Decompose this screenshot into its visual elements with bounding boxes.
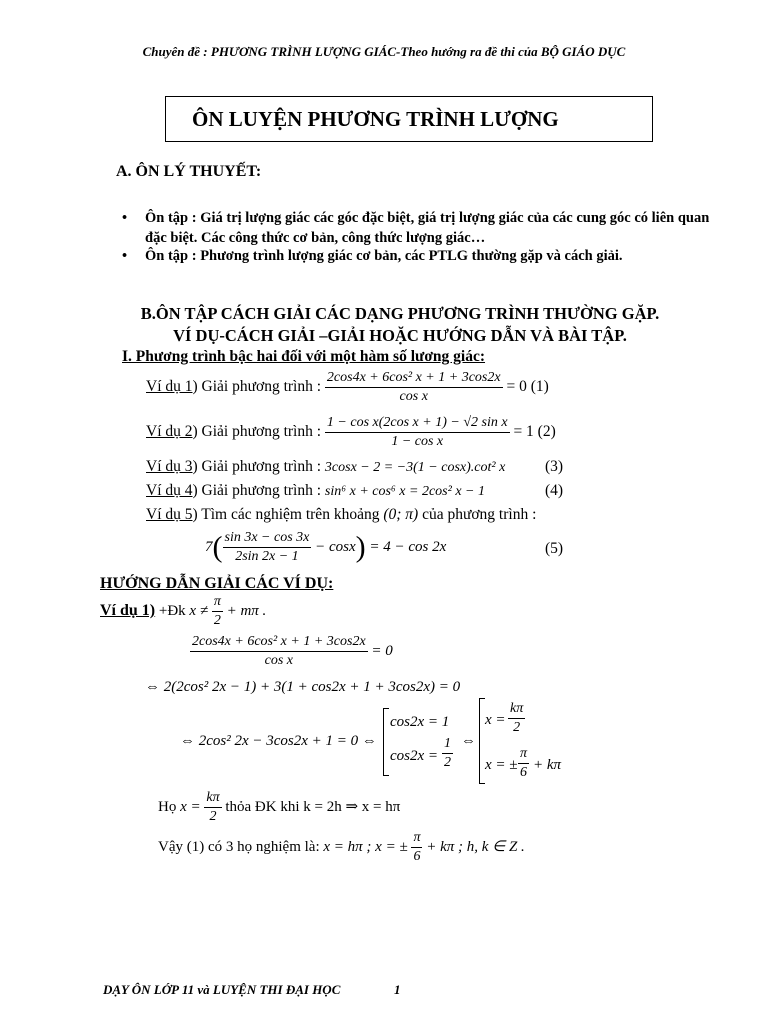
example-label: Ví dụ 4 <box>146 482 193 499</box>
dk-rhs: + mπ . <box>226 602 267 619</box>
example-fraction <box>325 415 510 450</box>
system1-b-fraction <box>442 736 453 771</box>
fraction-denominator: 2 <box>513 720 521 735</box>
fraction-numerator: sin 3x − cos 3x <box>223 530 312 548</box>
example-1 <box>146 370 549 405</box>
bullet-item <box>122 246 712 268</box>
fraction-denominator: 2 <box>444 755 451 770</box>
system-arrow: ⇔ <box>461 733 476 749</box>
fraction-numerator: π <box>212 594 223 612</box>
solution-dk <box>100 594 266 629</box>
section-b-heading <box>0 303 768 347</box>
bullet-icon: • <box>122 248 128 264</box>
example-3 <box>146 458 505 476</box>
example-rhs: = 1 (2) <box>513 423 556 441</box>
ex5-fraction <box>223 530 312 565</box>
vay-fraction <box>411 830 422 865</box>
example-label: Ví dụ 1 <box>146 378 193 396</box>
equation-number: (4) <box>545 482 564 499</box>
section-b-line1: B.ÔN TẬP CÁCH GIẢI CÁC DẠNG PHƯƠNG TRÌNH THƯỜNG GẶP. <box>140 304 660 323</box>
example-text: ) Tìm các nghiệm trên khoảng <box>192 506 380 523</box>
solution-label: Ví dụ 1) <box>100 601 156 619</box>
ex5-lead: 7 <box>205 538 213 555</box>
system2-b-lhs: x = ± <box>485 757 518 773</box>
fraction-numerator: π <box>411 830 422 848</box>
system1-b-lhs: cos2x = <box>390 748 439 764</box>
vay-text: Vậy (1) có 3 họ nghiệm là: <box>158 838 320 855</box>
example-text: ) Giải phương trình : <box>192 458 322 475</box>
example-text: ) Giải phương trình : <box>192 423 322 441</box>
section-b-line2: VÍ DỤ-CÁCH GIẢI –GIẢI HOẶC HƯỚNG DẪN VÀ BÀI TẬP. <box>173 326 627 345</box>
ho-fraction <box>204 790 221 825</box>
example-interval: (0; π) <box>383 506 419 523</box>
fraction-numerator: 2cos4x + 6cos² x + 1 + 3cos2x <box>190 634 368 652</box>
dk-fraction <box>212 594 223 629</box>
solution-ho <box>158 790 400 825</box>
guide-heading: HƯỚNG DẪN GIẢI CÁC VÍ DỤ: <box>100 575 334 592</box>
title-box <box>165 96 653 142</box>
fraction-numerator: kπ <box>508 701 525 719</box>
ho-text: Họ <box>158 798 177 815</box>
bullet-item <box>122 208 712 248</box>
example-label: Ví dụ 3 <box>146 458 193 475</box>
example-2 <box>146 415 556 450</box>
section-a-heading: A. ÔN LÝ THUYẾT: <box>116 163 262 180</box>
example-4 <box>146 482 485 500</box>
bracket-icon <box>383 708 389 776</box>
example-5 <box>146 506 536 524</box>
system2-a-fraction <box>508 701 525 736</box>
ho-lhs: x = <box>180 798 201 815</box>
example-text: ) Giải phương trình : <box>192 378 322 396</box>
bullet-text: Ôn tập : Phương trình lượng giác cơ bản, các PTLG thường gặp và cách giải. <box>145 248 623 264</box>
equation-number: (3) <box>545 458 564 475</box>
page-number: 1 <box>394 982 401 997</box>
system1-a: cos2x = 1 <box>390 714 450 730</box>
solution-line-2: ⇔ 2(2cos² 2x − 1) + 3(1 + cos2x + 1 + 3cos2x) = 0 <box>145 679 461 695</box>
page-footer: DẠY ÔN LỚP 11 và LUYỆN THI ĐẠI HỌC <box>103 982 341 997</box>
ex5-rhs: = 4 − cos 2x <box>369 538 447 555</box>
fraction-denominator: 2 <box>213 613 221 628</box>
dk-text: +Đk <box>158 602 186 619</box>
vay-eq2: + kπ ; h, k ∈ Z . <box>426 838 525 855</box>
fraction-numerator: kπ <box>204 790 221 808</box>
fraction-denominator: 6 <box>520 765 527 780</box>
page-title: ÔN LUYỆN PHƯƠNG TRÌNH LƯỢNG <box>192 107 559 131</box>
fraction-denominator: cos x <box>264 653 294 668</box>
example-fraction <box>325 370 503 405</box>
dk-lhs: x ≠ <box>189 602 209 619</box>
fraction-numerator: 2cos4x + 6cos² x + 1 + 3cos2x <box>325 370 503 388</box>
example-rhs: = 0 (1) <box>506 378 549 396</box>
page-header: Chuyên đề : PHƯƠNG TRÌNH LƯỢNG GIÁC-Theo hướng ra đề thi của BỘ GIÁO DỤC <box>142 44 626 59</box>
ex5-mid: − cosx <box>315 538 356 555</box>
ho-rest: thỏa ĐK khi k = 2h ⇒ x = hπ <box>225 798 401 815</box>
bullet-text: Ôn tập : Giá trị lượng giác các góc đặc biệt, giá trị lượng giác của các cung góc có liên quan đặc biệt. Các công thức cơ bản, công thức lượng giác… <box>145 210 710 246</box>
example-equation: 3cosx − 2 = −3(1 − cosx).cot² x <box>324 460 506 475</box>
line1-fraction <box>190 634 368 669</box>
solution-line-1 <box>190 634 393 669</box>
system2-b-rhs: + kπ <box>533 757 562 773</box>
fraction-denominator: 6 <box>413 849 421 864</box>
fraction-numerator: 1 <box>442 736 453 754</box>
fraction-denominator: cos x <box>399 389 428 404</box>
bullet-icon: • <box>122 210 128 226</box>
example-tail: của phương trình : <box>422 506 537 523</box>
line3-lhs: ⇔ 2cos² 2x − 3cos2x + 1 = 0 ⇔ <box>180 733 377 749</box>
fraction-denominator: 1 − cos x <box>391 434 444 449</box>
section-i-heading: I. Phương trình bậc hai đối với một hàm số lương giác: <box>122 348 486 365</box>
example-label: Ví dụ 5 <box>146 506 193 523</box>
system2-b-fraction <box>518 746 529 781</box>
fraction-numerator: π <box>518 746 529 764</box>
example-5-equation: 7( $\frac{\sin 3x - \cos 3x}{2\sin 2x - 1}$ − cosx) = 4 − cos 2x <box>205 530 447 564</box>
fraction-denominator: 2 <box>209 809 217 824</box>
fraction-denominator: 2sin 2x − 1 <box>235 549 299 564</box>
vay-eq1: x = hπ ; x = ± <box>323 838 408 855</box>
line1-rhs: = 0 <box>371 642 393 659</box>
equation-number: (5) <box>545 540 564 557</box>
example-label: Ví dụ 2 <box>146 423 193 441</box>
example-equation: sin⁶ x + cos⁶ x = 2cos² x − 1 <box>324 484 485 499</box>
fraction-numerator: 1 − cos x(2cos x + 1) − √2 sin x <box>325 415 510 433</box>
system2-a-lhs: x = <box>485 712 506 728</box>
example-text: ) Giải phương trình : <box>192 482 322 499</box>
solution-conclusion <box>158 830 525 865</box>
